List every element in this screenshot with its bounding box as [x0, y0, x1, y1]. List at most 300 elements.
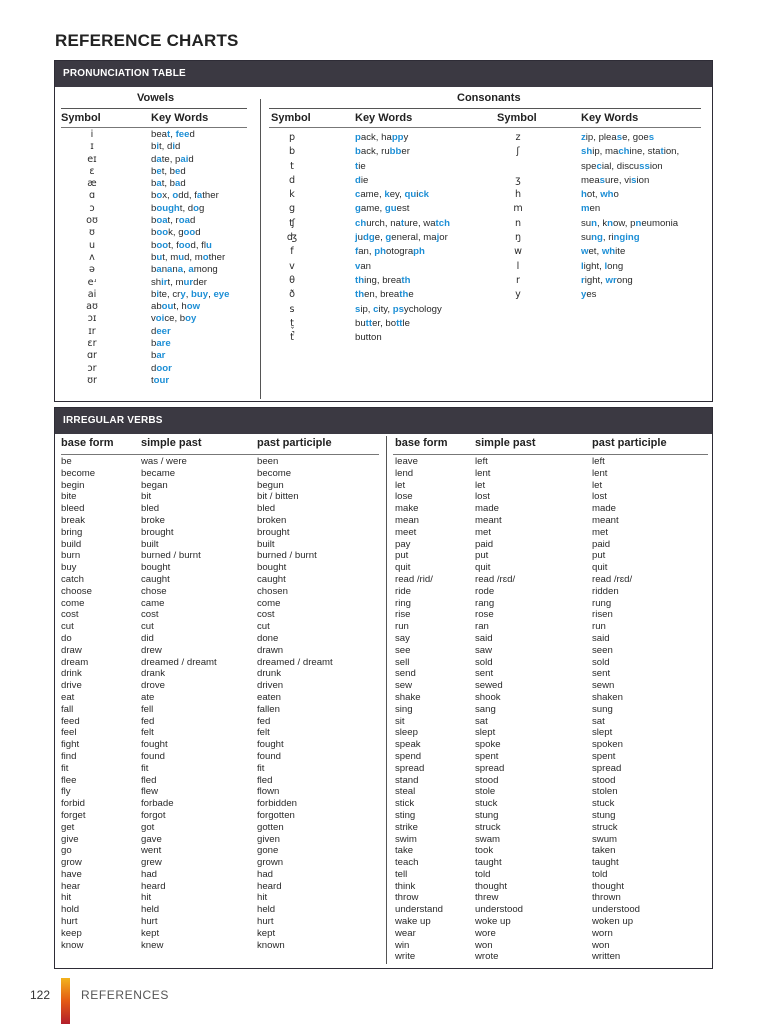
word-text: spe [581, 160, 597, 172]
highlighted-sound: oor [156, 362, 172, 374]
key-words [355, 202, 450, 216]
phonetic-symbol: d [288, 174, 296, 186]
word-text: e, goe [622, 132, 649, 143]
verb-past-participle: begun [257, 479, 284, 491]
verb-base-form: sit [395, 715, 405, 727]
verb-simple-past: sang [475, 703, 496, 715]
verb-base-form: run [395, 621, 409, 633]
consonant-symbols-right [503, 131, 533, 303]
word-text: b [151, 141, 157, 153]
irregular-verbs-table [54, 407, 713, 969]
word-text: t, b [161, 165, 176, 177]
word-text: d [180, 165, 186, 177]
verb-base-form: wake up [395, 916, 431, 928]
verb-simple-past: stood [475, 774, 499, 786]
verb-simple-past: sold [475, 656, 493, 668]
verb-past-participle: sent [592, 668, 611, 680]
consonants-symbol-heading: Symbol [271, 112, 311, 124]
highlighted-sound: a [175, 178, 181, 190]
word-text: d [188, 153, 194, 165]
verb-simple-past: forgot [141, 809, 166, 821]
highlighted-sound: m [581, 203, 590, 215]
key-words [151, 363, 229, 375]
highlighted-sound: dg [363, 232, 375, 244]
word-text: b [151, 190, 157, 202]
highlighted-sound: o [202, 251, 209, 263]
verb-simple-past: drew [141, 644, 162, 656]
phonetic-symbol: ʧ [289, 217, 295, 229]
verb-base-form: become [61, 467, 96, 479]
vowels-title: Vowels [137, 92, 175, 104]
highlighted-sound: n [607, 217, 614, 229]
highlighted-sound: a [188, 264, 194, 276]
word-text: t, f [168, 239, 179, 251]
phonetic-symbol: ʤ [286, 232, 298, 244]
key-words [151, 252, 229, 264]
phonetic-symbol: ʒ [515, 174, 521, 186]
verb-base-form: hear [61, 880, 81, 892]
verb-past-participle: paid [592, 538, 611, 550]
highlighted-sound: s [616, 132, 623, 143]
left-simple-pasts [141, 456, 217, 951]
key-words [581, 260, 679, 274]
highlighted-sound: j [436, 232, 440, 244]
verb-simple-past: bit [141, 491, 152, 503]
verb-base-form: rise [395, 609, 411, 621]
word-text: , k [597, 217, 608, 229]
phonetic-symbol: ʊ [89, 227, 95, 239]
key-words [581, 274, 679, 288]
key-words [355, 174, 450, 188]
key-words [355, 331, 450, 345]
word-text: t, d [179, 202, 194, 214]
phonetic-symbol: ɔɪ [87, 313, 97, 325]
consonants-keywords-heading-2: Key Words [581, 112, 639, 124]
verb-past-participle: seen [592, 644, 613, 656]
consonant-keywords-right [581, 131, 679, 303]
verb-simple-past: wrote [475, 951, 499, 963]
highlighted-sound: eer [156, 325, 171, 337]
verb-simple-past: spoke [475, 739, 501, 751]
verb-past-participle: fallen [257, 703, 280, 715]
highlighted-sound: eye [213, 288, 230, 300]
word-text: eneral, ma [391, 232, 437, 244]
verb-past-participle: left [592, 456, 605, 467]
verb-base-form: leave [395, 456, 418, 467]
key-words [355, 260, 450, 274]
verb-past-participle: had [257, 868, 274, 880]
verb-simple-past: had [141, 868, 158, 880]
verb-past-participle: told [592, 868, 608, 880]
word-text: su [581, 232, 592, 244]
key-words [355, 288, 450, 302]
phonetic-symbol: v [289, 260, 295, 272]
verb-simple-past: found [141, 750, 166, 762]
verb-base-form: stand [395, 774, 419, 786]
verb-base-form: choose [61, 585, 92, 597]
highlighted-sound: oi [155, 313, 165, 325]
verb-simple-past: gave [141, 833, 162, 845]
highlighted-sound: ng [591, 232, 603, 244]
verb-base-form: tell [395, 868, 408, 880]
word-text: e, [374, 232, 386, 244]
verb-simple-past: stole [475, 786, 496, 798]
highlighted-sound: wh [600, 189, 614, 201]
verb-past-participle: risen [592, 609, 613, 621]
verb-simple-past: left [475, 456, 488, 467]
phonetic-symbol: t̚ [290, 332, 294, 344]
consonant-keywords-left [355, 131, 450, 345]
highlighted-sound: tch [435, 217, 450, 229]
highlighted-sound: oo [156, 227, 169, 239]
word-text: ure, wa [404, 217, 436, 229]
highlighted-sound: gu [384, 203, 397, 215]
word-text: te, cr [159, 288, 181, 300]
verb-simple-past: bled [141, 503, 160, 515]
word-text: d, fl [190, 239, 206, 251]
verb-past-participle: said [592, 632, 610, 644]
vowels-symbol-heading: Symbol [61, 112, 101, 124]
verb-base-form: spread [395, 762, 425, 774]
highlighted-sound: l [581, 260, 584, 272]
word-text: b [151, 215, 157, 227]
verb-past-participle: made [592, 503, 616, 515]
highlighted-sound: n [635, 217, 642, 229]
verb-base-form: wear [395, 927, 416, 939]
phonetic-symbol: æ [87, 178, 97, 190]
verb-simple-past: sent [475, 668, 494, 680]
highlighted-sound: ow [186, 301, 201, 313]
word-text: b [151, 178, 157, 190]
key-words [151, 203, 229, 215]
verb-base-form: ring [395, 597, 411, 609]
key-words [355, 274, 450, 288]
word-text: ong [616, 274, 633, 286]
highlighted-sound: oo [156, 239, 169, 251]
phonetic-symbol: ɑ [88, 190, 96, 202]
key-words [151, 190, 229, 202]
word-text: mong [193, 264, 218, 276]
verb-past-participle: felt [257, 727, 270, 739]
highlighted-sound: a [177, 264, 184, 276]
verb-simple-past: heard [141, 880, 166, 892]
verb-base-form: let [395, 479, 406, 491]
word-text: b [151, 239, 157, 251]
key-words [151, 264, 229, 276]
highlighted-sound: k [384, 189, 390, 201]
highlighted-sound: a [156, 153, 162, 165]
highlighted-sound: i [172, 141, 176, 153]
highlighted-sound: ur [183, 276, 194, 288]
verb-past-participle: spent [592, 750, 616, 762]
verb-past-participle: brought [257, 526, 290, 538]
verb-simple-past: held [141, 904, 160, 916]
key-words [581, 217, 679, 231]
word-text: ack, ha [360, 132, 392, 143]
highlighted-sound: g [355, 203, 361, 215]
word-text: es [586, 289, 597, 301]
key-words [355, 145, 450, 159]
verb-base-form: forbid [61, 798, 85, 810]
verb-past-participle: stolen [592, 786, 618, 798]
verb-base-form: eat [61, 691, 75, 703]
word-text: ce, b [164, 313, 186, 325]
word-text: an [360, 260, 372, 272]
verb-past-participle: flown [257, 786, 280, 798]
verb-base-form: be [61, 456, 72, 467]
word-text: ip, plea [585, 132, 617, 143]
verb-past-participle: stung [592, 809, 616, 821]
verb-simple-past: threw [475, 892, 499, 904]
verb-past-participle: cut [257, 621, 270, 633]
phonetic-symbol: ʃ [516, 146, 520, 158]
verb-base-form: fly [61, 786, 71, 798]
phonetic-symbol: m [513, 203, 523, 215]
highlighted-sound: o [193, 202, 200, 214]
word-text: ip, ma [592, 146, 619, 158]
verb-simple-past: broke [141, 514, 165, 526]
phonetic-symbol: ɛ [89, 165, 95, 177]
highlighted-sound: a [156, 178, 162, 190]
verb-base-form: ride [395, 585, 411, 597]
highlighted-sound: t [400, 217, 405, 229]
section-color-bar [61, 978, 70, 1024]
highlighted-sound: g [385, 232, 392, 244]
verb-past-participle: bit / bitten [257, 491, 299, 503]
word-text: b [151, 227, 157, 239]
word-text: ong [607, 260, 624, 272]
verb-past-participle: kept [257, 927, 276, 939]
key-words [581, 174, 679, 188]
highlighted-sound: th [355, 274, 365, 286]
highlighted-sound: ough [156, 202, 180, 214]
verb-base-form: sting [395, 809, 416, 821]
phonetic-symbol: ɔ [89, 202, 95, 214]
highlighted-sound: nging [613, 232, 640, 244]
verb-simple-past: sat [475, 715, 488, 727]
phonetic-symbol: ɪ [90, 141, 94, 153]
verb-base-form: keep [61, 927, 82, 939]
verb-simple-past: got [141, 821, 155, 833]
word-text: ight, [583, 260, 605, 272]
highlighted-sound: h [581, 189, 587, 201]
pronunciation-table [54, 60, 713, 402]
verb-base-form: go [61, 845, 72, 857]
verb-base-form: lose [395, 491, 413, 503]
word-text: ure, vi [605, 174, 632, 186]
verb-past-participle: won [592, 939, 610, 951]
verb-simple-past: shook [475, 691, 501, 703]
word-text: ip, [360, 303, 374, 315]
verb-base-form: flee [61, 774, 77, 786]
verb-past-participle: caught [257, 573, 286, 585]
verb-past-participle: broken [257, 514, 287, 526]
highlighted-sound: t [167, 129, 171, 140]
verb-base-form: feel [61, 727, 77, 739]
word-text: o [613, 189, 619, 201]
word-text: otogra [385, 246, 414, 258]
verb-base-form: give [61, 833, 79, 845]
verb-past-participle: been [257, 456, 279, 467]
phonetic-symbol: f [290, 246, 294, 258]
phonetic-symbol: l [516, 260, 520, 272]
word-text: d [189, 215, 196, 227]
highlighted-sound: e [156, 165, 162, 177]
key-words [151, 277, 229, 289]
key-words [581, 145, 679, 159]
verb-past-participle: slept [592, 727, 613, 739]
verb-base-form: shake [395, 691, 421, 703]
page-title: REFERENCE CHARTS [55, 31, 239, 50]
highlighted-sound: s [631, 174, 637, 186]
verb-past-participle: found [257, 750, 282, 762]
highlighted-sound: b [355, 146, 361, 158]
verb-past-participle: burned / burnt [257, 550, 317, 562]
verb-base-form: fall [61, 703, 74, 715]
verb-past-participle: fled [257, 774, 273, 786]
word-text: ychology [403, 303, 442, 315]
page-number: 122 [30, 988, 51, 1002]
word-text: ine, sta [629, 146, 661, 158]
verb-simple-past: built [141, 538, 159, 550]
highlighted-sound: s [599, 174, 606, 186]
word-text: d [151, 325, 157, 337]
highlighted-sound: ph [413, 246, 425, 258]
word-text: ther [202, 190, 219, 202]
verb-base-form: cut [61, 621, 74, 633]
phonetic-symbol: θ [289, 274, 295, 286]
verb-simple-past: fell [141, 703, 154, 715]
highlighted-sound: th [355, 289, 365, 301]
verb-past-participle: fought [257, 739, 284, 751]
highlighted-sound: a [196, 190, 203, 202]
verb-simple-past: was / were [141, 456, 187, 467]
verb-simple-past: ran [475, 621, 489, 633]
verb-past-participle: understood [592, 904, 641, 916]
verb-simple-past: fed [141, 715, 155, 727]
key-words [151, 178, 229, 190]
phonetic-symbol: ŋ [514, 232, 522, 244]
verb-base-form: read /rid/ [395, 573, 433, 585]
verb-base-form: forget [61, 809, 86, 821]
consonants-keywords-heading: Key Words [355, 112, 413, 124]
word-text: er [401, 146, 410, 158]
verb-simple-past: ate [141, 691, 155, 703]
verb-simple-past: came [141, 597, 165, 609]
word-text: t, m [162, 251, 179, 263]
key-words [151, 350, 229, 362]
word-text: , ri [602, 232, 614, 244]
verb-base-form: strike [395, 821, 418, 833]
word-text: mea [581, 174, 600, 186]
verb-base-form: sleep [395, 727, 418, 739]
verb-past-participle: driven [257, 680, 284, 692]
highlighted-sound: ch [618, 146, 630, 158]
verb-base-form: dream [61, 656, 89, 668]
verb-past-participle: grown [257, 857, 284, 869]
highlighted-sound: r [581, 274, 585, 286]
verb-simple-past: spread [475, 762, 505, 774]
consonants-heading-rule [269, 127, 701, 128]
left-heading-rule [61, 454, 379, 455]
verb-simple-past: stung [475, 809, 499, 821]
verb-simple-past: slept [475, 727, 496, 739]
verb-base-form: understand [395, 904, 444, 916]
key-words [355, 317, 450, 331]
verb-base-form: hit [61, 892, 72, 904]
left-base-form-heading: base form [61, 437, 114, 449]
verbs-column-divider [386, 436, 387, 964]
phonetic-symbol: s [289, 303, 295, 315]
highlighted-sound: th [399, 289, 409, 301]
key-words [581, 288, 679, 302]
highlighted-sound: s [355, 303, 361, 315]
word-text: ion [636, 174, 650, 186]
word-text: n [172, 264, 178, 276]
verb-simple-past: grew [141, 857, 162, 869]
verb-base-form: take [395, 845, 414, 857]
word-text: an, [358, 246, 375, 258]
highlighted-sound: t [355, 160, 359, 172]
verb-past-participle: forgotten [257, 809, 295, 821]
verb-simple-past: stuck [475, 798, 498, 810]
verb-simple-past: woke up [475, 916, 511, 928]
highlighted-sound: o [172, 190, 179, 202]
verb-simple-past: rode [475, 585, 495, 597]
key-words [355, 245, 450, 259]
left-past-participles [257, 456, 333, 951]
verb-simple-past: made [475, 503, 499, 515]
verb-base-form: make [395, 503, 419, 515]
right-simple-pasts [475, 456, 523, 963]
phonetic-symbol [503, 160, 533, 174]
verb-simple-past: brought [141, 526, 174, 538]
phonetic-symbol: y [515, 289, 521, 301]
verb-base-form: get [61, 821, 75, 833]
verb-past-participle: fit [257, 762, 265, 774]
key-words [151, 166, 229, 178]
verb-past-participle: taught [592, 857, 619, 869]
highlighted-sound: c [596, 160, 602, 172]
verb-past-participle: gone [257, 845, 279, 857]
phonetic-symbol: ɑr [86, 350, 98, 362]
verb-base-form: begin [61, 479, 85, 491]
key-words [151, 227, 229, 239]
word-text: t, r [167, 215, 179, 227]
word-text: , [208, 288, 214, 300]
verb-past-participle: built [257, 538, 275, 550]
verb-past-participle: hit [257, 892, 268, 904]
word-text: bu [355, 317, 366, 329]
word-text: urch, na [366, 217, 401, 229]
verb-past-participle: written [592, 951, 621, 963]
verb-base-form: sell [395, 656, 410, 668]
highlighted-sound: th [401, 274, 411, 286]
verb-past-participle: sewn [592, 680, 615, 692]
verb-base-form: find [61, 750, 77, 762]
left-past-participle-heading: past participle [257, 437, 332, 449]
word-text: , [183, 264, 189, 276]
verb-simple-past: told [475, 868, 491, 880]
word-text: d [151, 153, 157, 165]
verb-base-form: burn [61, 550, 81, 562]
verb-base-form: swim [395, 833, 417, 845]
verb-past-participle: known [257, 939, 285, 951]
highlighted-sound: oy [185, 313, 197, 325]
verb-past-participle: struck [592, 821, 618, 833]
phonetic-symbol: ɛr [87, 338, 97, 350]
verb-simple-past: fought [141, 739, 168, 751]
